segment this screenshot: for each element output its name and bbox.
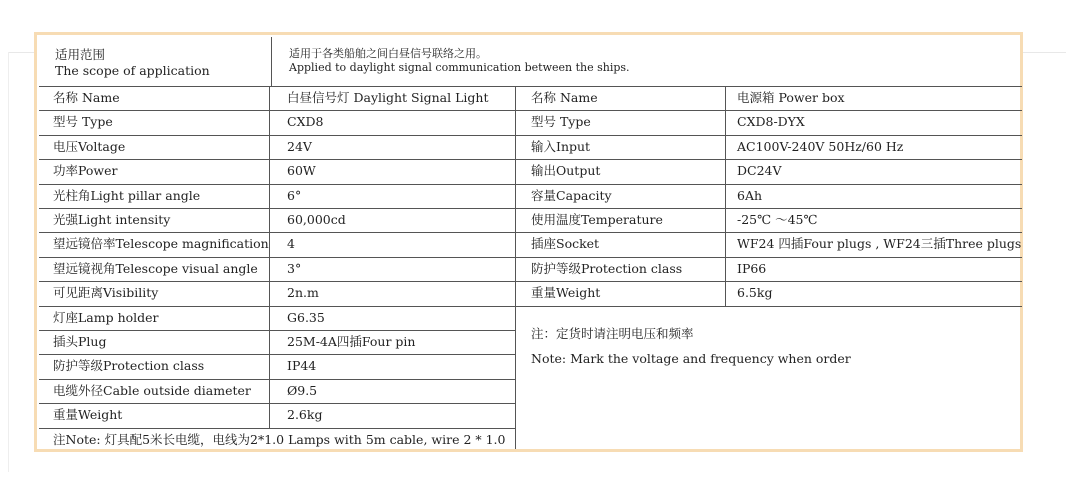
spec-value: 6Ah bbox=[737, 187, 763, 203]
spec-value: DC24V bbox=[737, 163, 782, 179]
spec-value: 25M-4A四插Four pin bbox=[287, 334, 416, 349]
row-divider bbox=[515, 306, 1022, 307]
spec-value: 2.6kg bbox=[287, 407, 323, 423]
scope-row bbox=[39, 37, 1022, 87]
spec-value: CXD8 bbox=[287, 114, 324, 130]
spec-label: 防护等级Protection class bbox=[531, 260, 683, 276]
spec-value: IP66 bbox=[737, 260, 767, 276]
spec-label: 型号 Type bbox=[53, 114, 113, 130]
spec-label: 名称 Name bbox=[53, 90, 120, 105]
spec-label: 容量Capacity bbox=[531, 187, 612, 203]
scope-text-cn: 适用于各类船舶之间白昼信号联络之用。 bbox=[289, 47, 487, 60]
scope-text-en: Applied to daylight signal communication between the ships. bbox=[289, 61, 630, 74]
spec-value: 6.5kg bbox=[737, 285, 773, 301]
spec-value: 24V bbox=[287, 138, 312, 154]
spec-value: 3° bbox=[287, 260, 302, 276]
right-note-en: Note: Mark the voltage and frequency when order bbox=[531, 350, 851, 366]
spec-label: 防护等级Protection class bbox=[53, 358, 205, 374]
spec-value: 4 bbox=[287, 236, 295, 252]
spec-label: 光柱角Light pillar angle bbox=[53, 187, 201, 203]
spec-table bbox=[34, 32, 1023, 452]
row-divider bbox=[39, 330, 515, 331]
scope-text bbox=[289, 47, 630, 75]
spec-label: 插头Plug bbox=[53, 334, 107, 349]
spec-label: 电压Voltage bbox=[53, 138, 126, 154]
spec-label: 可见距离Visibility bbox=[53, 285, 159, 301]
spec-label: 名称 Name bbox=[531, 90, 598, 105]
spec-value: AC100V-240V 50Hz/60 Hz bbox=[737, 138, 904, 154]
spec-label: 光强Light intensity bbox=[53, 212, 171, 227]
spec-label: 重量Weight bbox=[53, 407, 123, 423]
page-edge bbox=[8, 52, 9, 472]
spec-value: 60W bbox=[287, 163, 316, 179]
spec-label: 功率Power bbox=[53, 163, 118, 179]
spec-label: 输出Output bbox=[531, 163, 601, 179]
scope-label-cn: 适用范围 bbox=[55, 47, 106, 62]
spec-value: 电源箱 Power box bbox=[737, 90, 845, 105]
spec-label: 望远镜倍率Telescope magnification bbox=[53, 236, 269, 252]
spec-value: G6.35 bbox=[287, 309, 325, 325]
column-divider bbox=[515, 86, 516, 449]
column-divider bbox=[269, 86, 270, 428]
left-note: 注Note: 灯具配5米长电缆，电线为2*1.0 Lamps with 5m cable, wire 2 * 1.0 bbox=[53, 431, 506, 447]
spec-value: 60,000cd bbox=[287, 212, 346, 227]
spec-value: -25℃ ～45℃ bbox=[737, 212, 818, 227]
spec-label: 插座Socket bbox=[531, 236, 600, 252]
scope-label-en: The scope of application bbox=[55, 63, 210, 78]
spec-label: 输入Input bbox=[531, 138, 591, 154]
scope-label bbox=[55, 47, 210, 79]
spec-label: 灯座Lamp holder bbox=[53, 309, 159, 325]
spec-label: 型号 Type bbox=[531, 114, 591, 130]
scope-divider bbox=[271, 37, 272, 86]
spec-value: 2n.m bbox=[287, 285, 319, 301]
spec-value: 白昼信号灯 Daylight Signal Light bbox=[287, 90, 489, 105]
spec-value: Ø9.5 bbox=[287, 382, 318, 398]
spec-value: 6° bbox=[287, 187, 302, 203]
spec-value: WF24 四插Four plugs , WF24三插Three plugs bbox=[737, 236, 1022, 252]
spec-label: 电缆外径Cable outside diameter bbox=[53, 382, 251, 398]
spec-label: 望远镜视角Telescope visual angle bbox=[53, 260, 258, 276]
spec-value: IP44 bbox=[287, 358, 317, 374]
spec-label: 重量Weight bbox=[531, 285, 601, 301]
spec-value: CXD8-DYX bbox=[737, 114, 805, 130]
column-divider bbox=[725, 86, 726, 306]
spec-label: 使用温度Temperature bbox=[531, 212, 663, 227]
right-note-cn: 注：定货时请注明电压和频率 bbox=[531, 325, 694, 341]
